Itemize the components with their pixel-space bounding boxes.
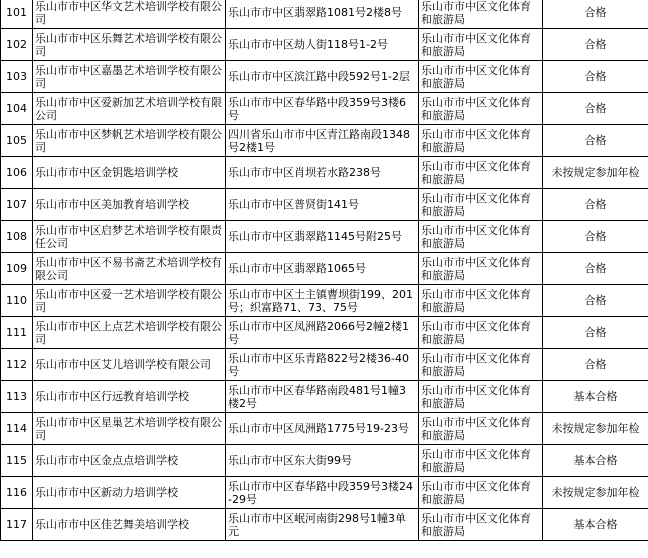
school-name-cell: 乐山市市中区嘉墨艺术培训学校有限公司 — [33, 61, 226, 93]
table-row — [1, 125, 648, 157]
row-number-cell: 105 — [1, 125, 33, 157]
address-cell: 乐山市市中区东大街99号 — [226, 445, 419, 477]
table-row — [1, 317, 648, 349]
table-row — [1, 61, 648, 93]
table-row — [1, 349, 648, 381]
address-cell: 乐山市市中区凤洲路1775号19-23号 — [226, 413, 419, 445]
school-name-cell: 乐山市市中区金点点培训学校 — [33, 445, 226, 477]
table-row — [1, 93, 648, 125]
row-number-cell: 107 — [1, 189, 33, 221]
school-name-cell: 乐山市市中区不易书斋艺术培训学校有限公司 — [33, 253, 226, 285]
table-row — [1, 285, 648, 317]
address-cell: 乐山市市中区春华路中段359号3楼24-29号 — [226, 477, 419, 509]
row-number-cell: 117 — [1, 509, 33, 541]
result-cell: 基本合格 — [543, 509, 648, 541]
address-cell: 乐山市市中区劫人街118号1-2号 — [226, 29, 419, 61]
authority-cell: 乐山市市中区文化体育和旅游局 — [419, 189, 543, 221]
address-cell: 乐山市市中区春华路中段359号3楼6号 — [226, 93, 419, 125]
authority-cell: 乐山市市中区文化体育和旅游局 — [419, 253, 543, 285]
school-name-cell: 乐山市市中区启梦艺术培训学校有限责任公司 — [33, 221, 226, 253]
result-cell: 合格 — [543, 285, 648, 317]
address-cell: 四川省乐山市市中区青江路南段1348号2楼1号 — [226, 125, 419, 157]
authority-cell: 乐山市市中区文化体育和旅游局 — [419, 0, 543, 29]
row-number-cell: 103 — [1, 61, 33, 93]
address-cell: 乐山市市中区凤洲路2066号2幢2楼1号 — [226, 317, 419, 349]
address-cell: 乐山市市中区翡翠路1081号2楼8号 — [226, 0, 419, 29]
row-number-cell: 102 — [1, 29, 33, 61]
row-number-cell: 116 — [1, 477, 33, 509]
table-row — [1, 29, 648, 61]
school-name-cell: 乐山市市中区佳艺舞美培训学校 — [33, 509, 226, 541]
school-name-cell: 乐山市市中区乐舞艺术培训学校有限公司 — [33, 29, 226, 61]
authority-cell: 乐山市市中区文化体育和旅游局 — [419, 349, 543, 381]
school-name-cell: 乐山市市中区星巢艺术培训学校有限公司 — [33, 413, 226, 445]
table-row — [1, 0, 648, 29]
authority-cell: 乐山市市中区文化体育和旅游局 — [419, 93, 543, 125]
row-number-cell: 115 — [1, 445, 33, 477]
authority-cell: 乐山市市中区文化体育和旅游局 — [419, 445, 543, 477]
result-cell: 未按规定参加年检 — [543, 477, 648, 509]
table-row — [1, 221, 648, 253]
result-cell: 合格 — [543, 0, 648, 29]
table-row — [1, 381, 648, 413]
address-cell: 乐山市市中区普贤街141号 — [226, 189, 419, 221]
row-number-cell: 106 — [1, 157, 33, 189]
authority-cell: 乐山市市中区文化体育和旅游局 — [419, 221, 543, 253]
authority-cell: 乐山市市中区文化体育和旅游局 — [419, 157, 543, 189]
school-name-cell: 乐山市市中区梦帆艺术培训学校有限公司 — [33, 125, 226, 157]
authority-cell: 乐山市市中区文化体育和旅游局 — [419, 61, 543, 93]
school-name-cell: 乐山市市中区上点艺术培训学校有限公司 — [33, 317, 226, 349]
school-name-cell: 乐山市市中区爱一艺术培训学校有限公司 — [33, 285, 226, 317]
row-number-cell: 113 — [1, 381, 33, 413]
row-number-cell: 112 — [1, 349, 33, 381]
result-cell: 基本合格 — [543, 445, 648, 477]
result-cell: 合格 — [543, 93, 648, 125]
table-row — [1, 253, 648, 285]
result-cell: 基本合格 — [543, 381, 648, 413]
school-name-cell: 乐山市市中区爱新加艺术培训学校有限公司 — [33, 93, 226, 125]
school-name-cell: 乐山市市中区新动力培训学校 — [33, 477, 226, 509]
authority-cell: 乐山市市中区文化体育和旅游局 — [419, 477, 543, 509]
result-cell: 未按规定参加年检 — [543, 413, 648, 445]
row-number-cell: 104 — [1, 93, 33, 125]
authority-cell: 乐山市市中区文化体育和旅游局 — [419, 317, 543, 349]
result-cell: 合格 — [543, 189, 648, 221]
row-number-cell: 110 — [1, 285, 33, 317]
address-cell: 乐山市市中区翡翠路1065号 — [226, 253, 419, 285]
school-name-cell: 乐山市市中区艾儿培训学校有限公司 — [33, 349, 226, 381]
row-number-cell: 108 — [1, 221, 33, 253]
address-cell: 乐山市市中区岷河南街298号1幢3单元 — [226, 509, 419, 541]
authority-cell: 乐山市市中区文化体育和旅游局 — [419, 29, 543, 61]
table-row — [1, 157, 648, 189]
result-cell: 合格 — [543, 29, 648, 61]
school-name-cell: 乐山市市中区华文艺术培训学校有限公司 — [33, 0, 226, 29]
address-cell: 乐山市市中区翡翠路1145号附25号 — [226, 221, 419, 253]
result-cell: 合格 — [543, 317, 648, 349]
table-row — [1, 477, 648, 509]
authority-cell: 乐山市市中区文化体育和旅游局 — [419, 413, 543, 445]
school-name-cell: 乐山市市中区行远教育培训学校 — [33, 381, 226, 413]
row-number-cell: 111 — [1, 317, 33, 349]
authority-cell: 乐山市市中区文化体育和旅游局 — [419, 381, 543, 413]
authority-cell: 乐山市市中区文化体育和旅游局 — [419, 125, 543, 157]
table-row — [1, 509, 648, 541]
authority-cell: 乐山市市中区文化体育和旅游局 — [419, 285, 543, 317]
authority-cell: 乐山市市中区文化体育和旅游局 — [419, 509, 543, 541]
school-name-cell: 乐山市市中区金钥匙培训学校 — [33, 157, 226, 189]
result-cell: 未按规定参加年检 — [543, 157, 648, 189]
address-cell: 乐山市市中区肖坝若水路238号 — [226, 157, 419, 189]
address-cell: 乐山市市中区滨江路中段592号1-2层 — [226, 61, 419, 93]
result-cell: 合格 — [543, 61, 648, 93]
result-cell: 合格 — [543, 253, 648, 285]
row-number-cell: 114 — [1, 413, 33, 445]
table-row — [1, 413, 648, 445]
result-cell: 合格 — [543, 221, 648, 253]
address-cell: 乐山市市中区乐青路822号2楼36-40号 — [226, 349, 419, 381]
row-number-cell: 101 — [1, 0, 33, 29]
table-row — [1, 445, 648, 477]
table-row — [1, 189, 648, 221]
result-cell: 合格 — [543, 125, 648, 157]
address-cell: 乐山市市中区土主镇曹坝街199、201号；织富路71、73、75号 — [226, 285, 419, 317]
table-body — [1, 0, 648, 541]
row-number-cell: 109 — [1, 253, 33, 285]
address-cell: 乐山市市中区春华路南段481号1幢3楼2号 — [226, 381, 419, 413]
result-cell: 合格 — [543, 349, 648, 381]
school-name-cell: 乐山市市中区美加教育培训学校 — [33, 189, 226, 221]
